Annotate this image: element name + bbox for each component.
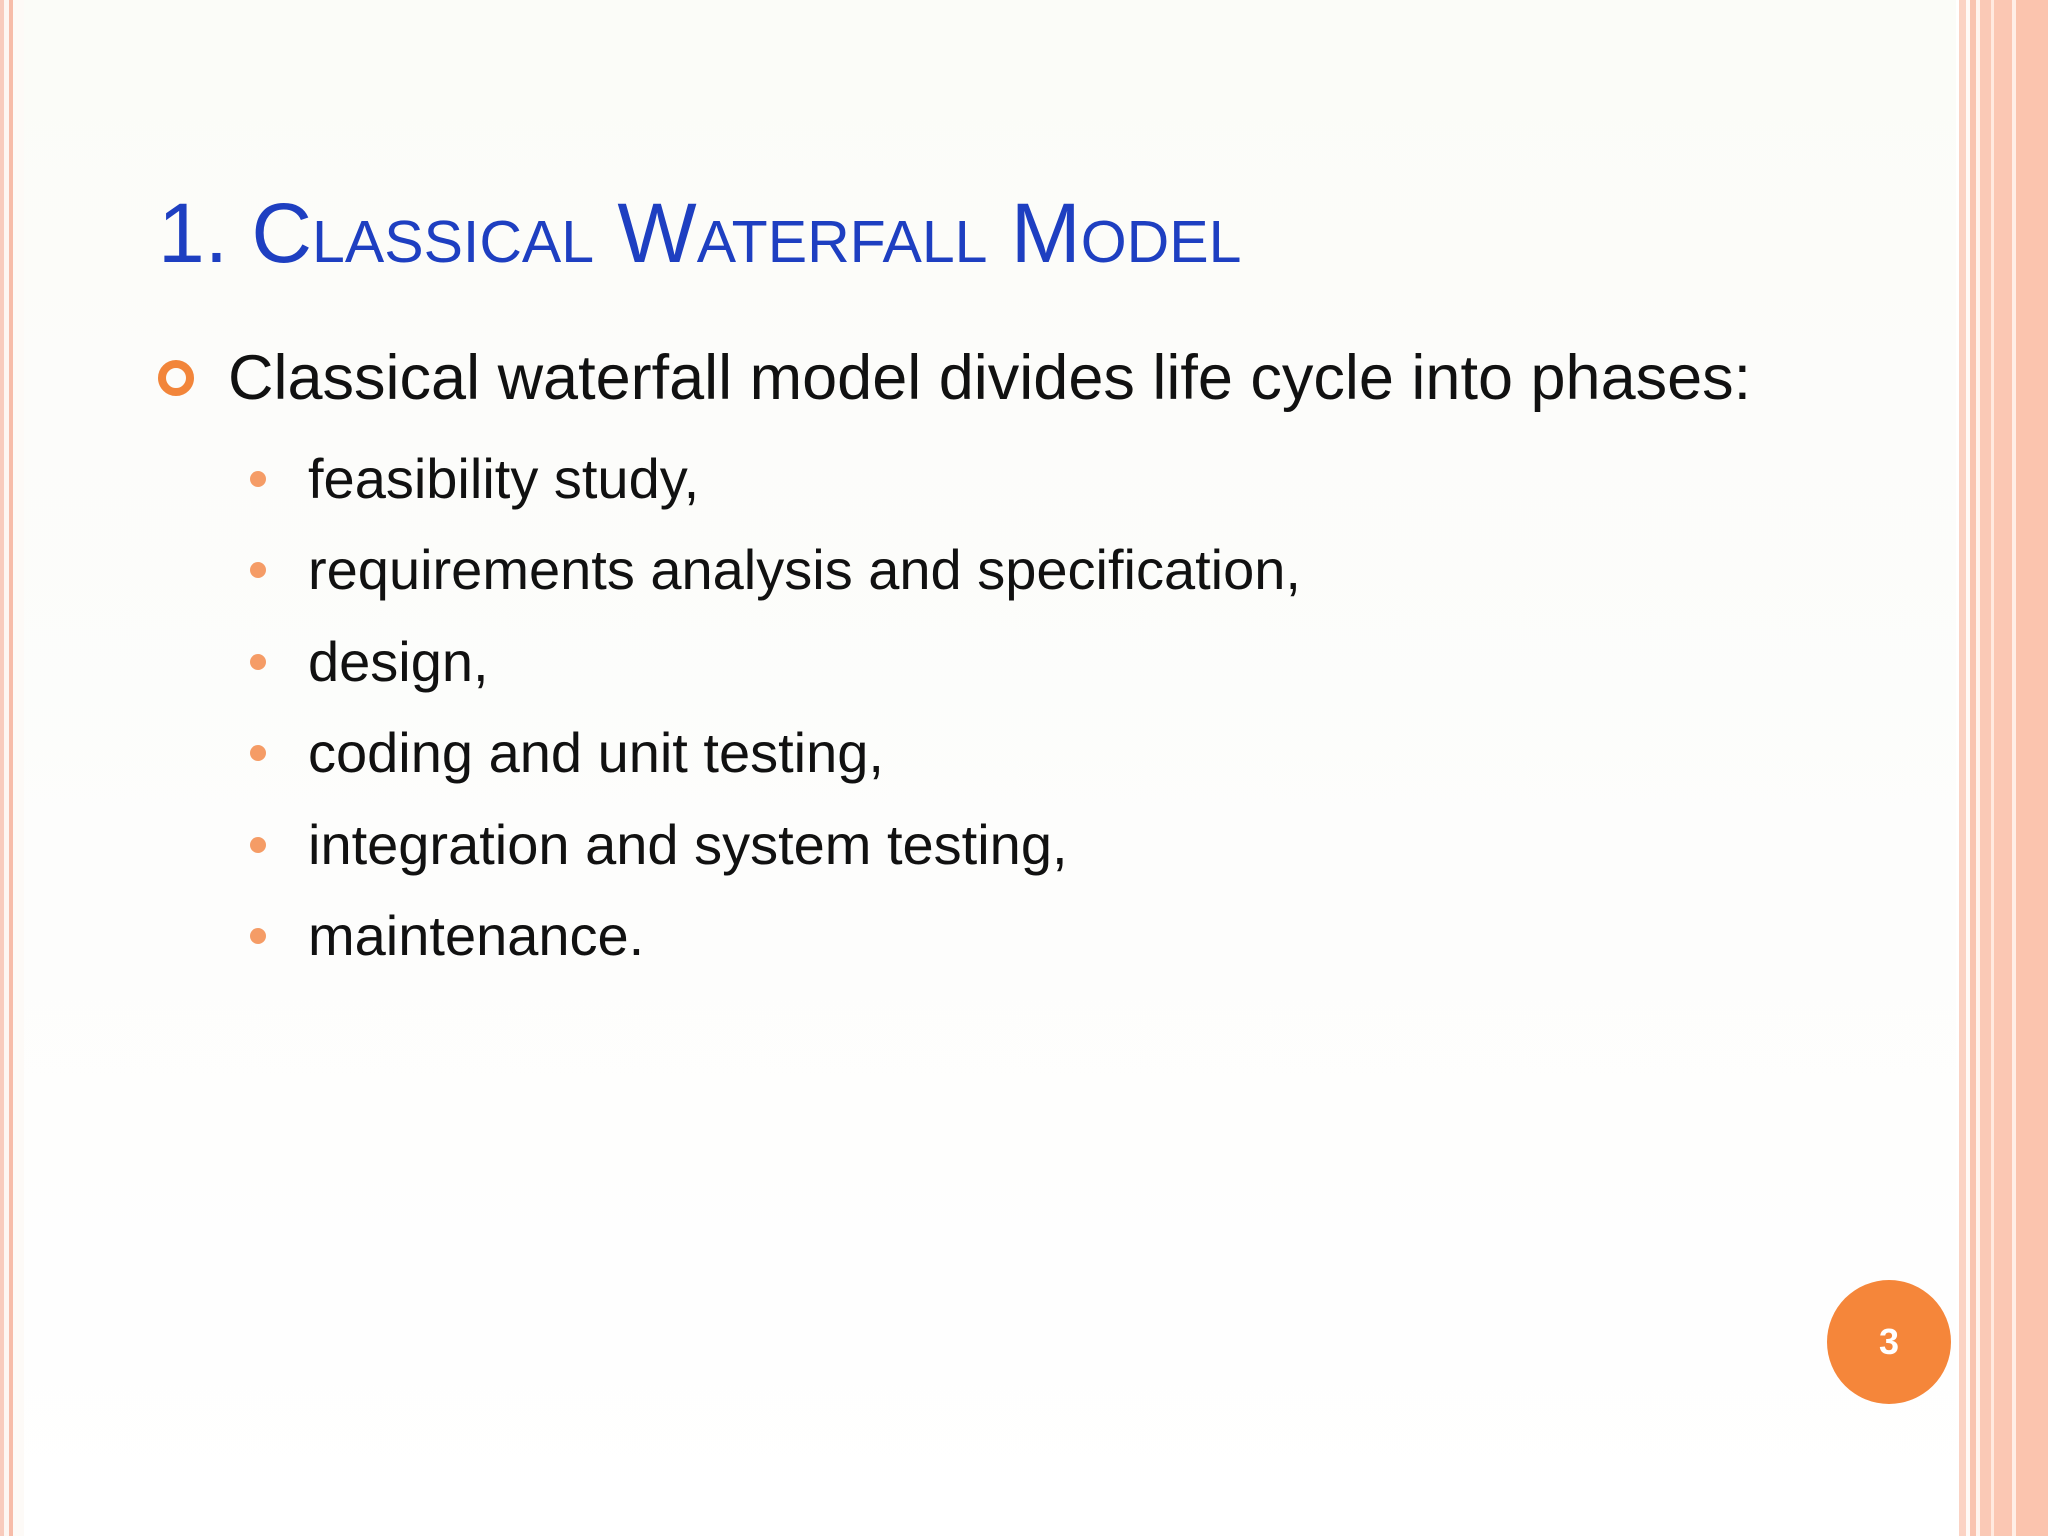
phase-text: design,	[308, 629, 489, 693]
phase-text: coding and unit testing,	[308, 721, 884, 785]
dot-bullet-icon	[250, 471, 266, 487]
main-bullet-text: Classical waterfall model divides life cycle into phases:	[228, 343, 1752, 413]
dot-bullet-icon	[250, 745, 266, 761]
phase-text: integration and system testing,	[308, 812, 1068, 876]
phase-item	[250, 799, 1301, 891]
slide-title: 1. Classical Waterfall Model	[158, 186, 1242, 280]
dot-bullet-icon	[250, 928, 266, 944]
left-border-decoration	[0, 0, 24, 1536]
page-number-badge	[1827, 1280, 1951, 1404]
phase-item	[250, 708, 1301, 800]
phase-item	[250, 891, 1301, 983]
page-number: 3	[1878, 1321, 1900, 1362]
phase-item	[250, 525, 1301, 617]
right-border-decoration	[1956, 0, 2048, 1536]
phase-item	[250, 616, 1301, 708]
phase-item	[250, 433, 1301, 525]
main-bullet	[158, 338, 1751, 418]
dot-bullet-icon	[250, 654, 266, 670]
phase-text: feasibility study,	[308, 446, 700, 510]
dot-bullet-icon	[250, 562, 266, 578]
phase-list	[250, 433, 1301, 982]
dot-bullet-icon	[250, 837, 266, 853]
phase-text: maintenance.	[308, 904, 645, 968]
phase-text: requirements analysis and specification,	[308, 538, 1301, 602]
ring-bullet-icon	[158, 360, 194, 396]
